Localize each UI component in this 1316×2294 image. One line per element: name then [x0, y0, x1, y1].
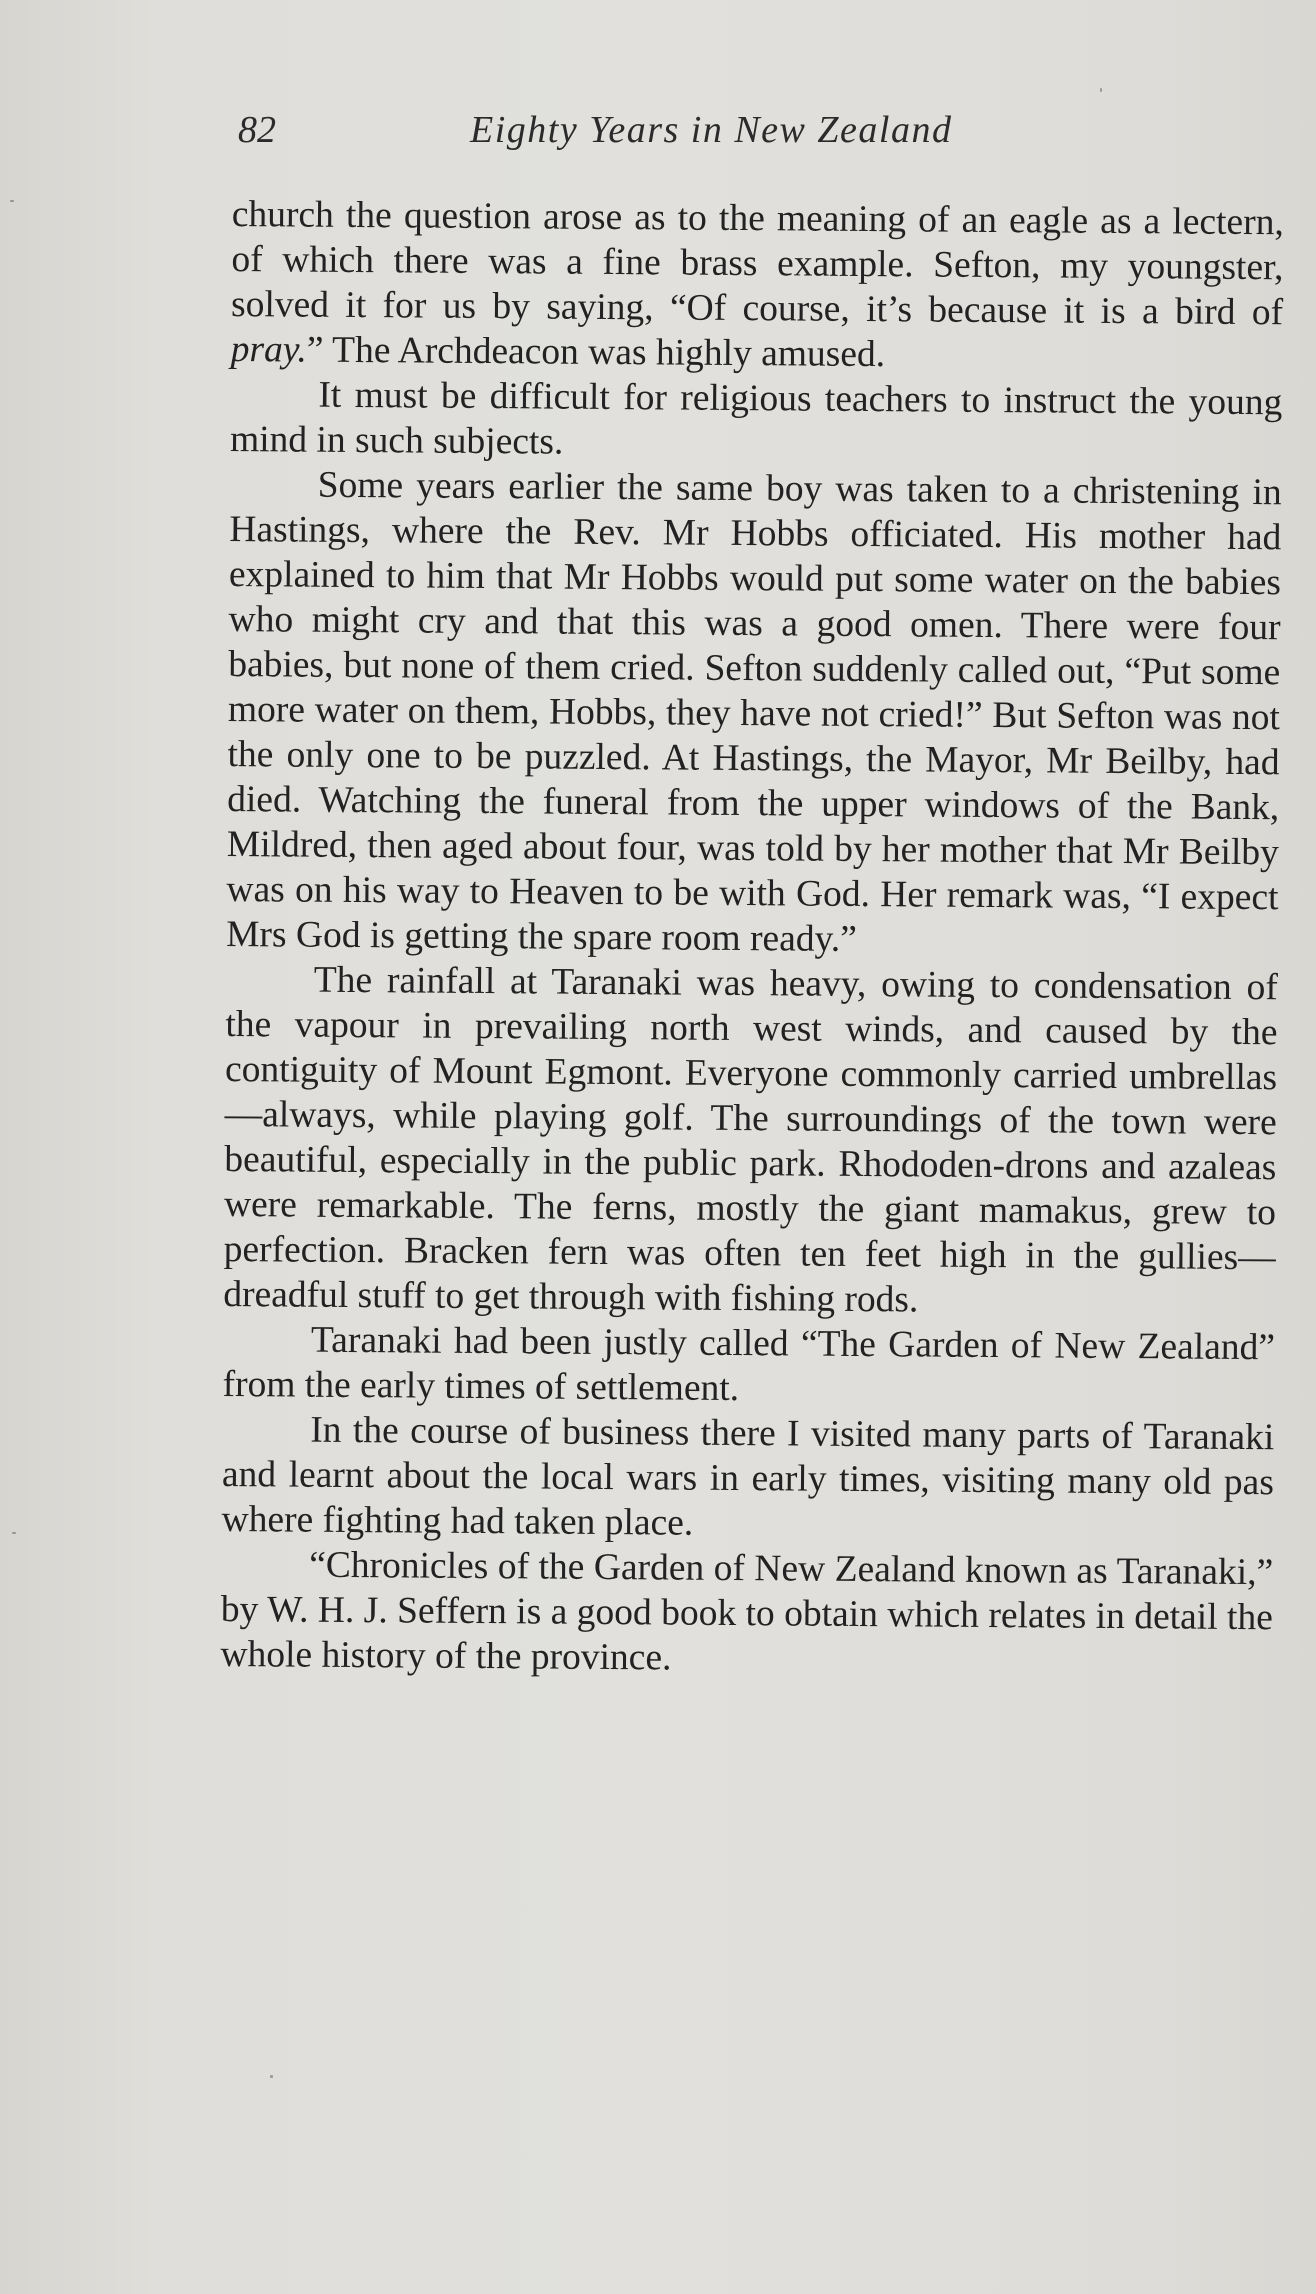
paragraph-text: ” The Archdeacon was highly amused. [306, 329, 886, 376]
paper-speck [10, 200, 14, 202]
paper-speck [1100, 88, 1102, 92]
paragraph: In the course of business there I visited many parts of Taranaki and learnt about the local wars in early times, visiting many old pas where fighting had taken place. [221, 1409, 1275, 1544]
paper-speck [12, 1532, 16, 1534]
page-number: 82 [238, 109, 276, 151]
body-text [220, 192, 1284, 1685]
paragraph-text: church the question arose as to the meaning of an eagle as a lectern, of which there was a fine brass example. Sefton, my youngster, solved it for us by saying, “Of course, it’s because it is a bird of [230, 193, 1284, 334]
paragraph: It must be difficult for religious teachers to instruct the young mind in such subjects. [229, 374, 1283, 463]
paragraph-continuation [231, 192, 1284, 380]
paragraph: The rainfall at Taranaki was heavy, owing to condensation of the vapour in prevailing north west winds, and caused by the contiguity of Mount Egmont. Everyone commonly carried umbrellas—always, while playing golf. The surroundings of the town were beautiful, especially in the public park. Rhododen-drons and azaleas were remarkable. The ferns, mostly the giant mamakus, grew to perfection. Bracken fern was often ten feet high in the gullies—dreadful stuff to get through with fishing rods. [223, 959, 1278, 1321]
paragraph: “Chronicles of the Garden of New Zealand known as Taranaki,” by W. H. J. Seffern is a good book to obtain which relates in detail the whole history of the province. [220, 1544, 1274, 1679]
paragraph: Some years earlier the same boy was taken to a christening in Hastings, where the Rev. Mr Hobbs officiated. His mother had explained to him that Mr Hobbs would put some water on the babies who might cry and that this was a good omen. There were four babies, but none of them cried. Sefton suddenly called out, “Put some more water on them, Hobbs, they have not cried!” But Sefton was not the only one to be puzzled. At Hastings, the Mayor, Mr Beilby, had died. Watching the funeral from the upper windows of the Bank, Mildred, then aged about four, was told by her mother that Mr Beilby was on his way to Heaven to be with God. Her remark was, “I expect Mrs God is getting the spare room ready.” [226, 464, 1282, 960]
emphasized-word: pray. [230, 328, 307, 371]
book-title: Eighty Years in New Zealand [470, 109, 953, 151]
paragraph: Taranaki had been justly called “The Garden of New Zealand” from the early times of settlement. [222, 1319, 1276, 1410]
running-head [238, 100, 1058, 160]
paper-speck [270, 2075, 273, 2078]
